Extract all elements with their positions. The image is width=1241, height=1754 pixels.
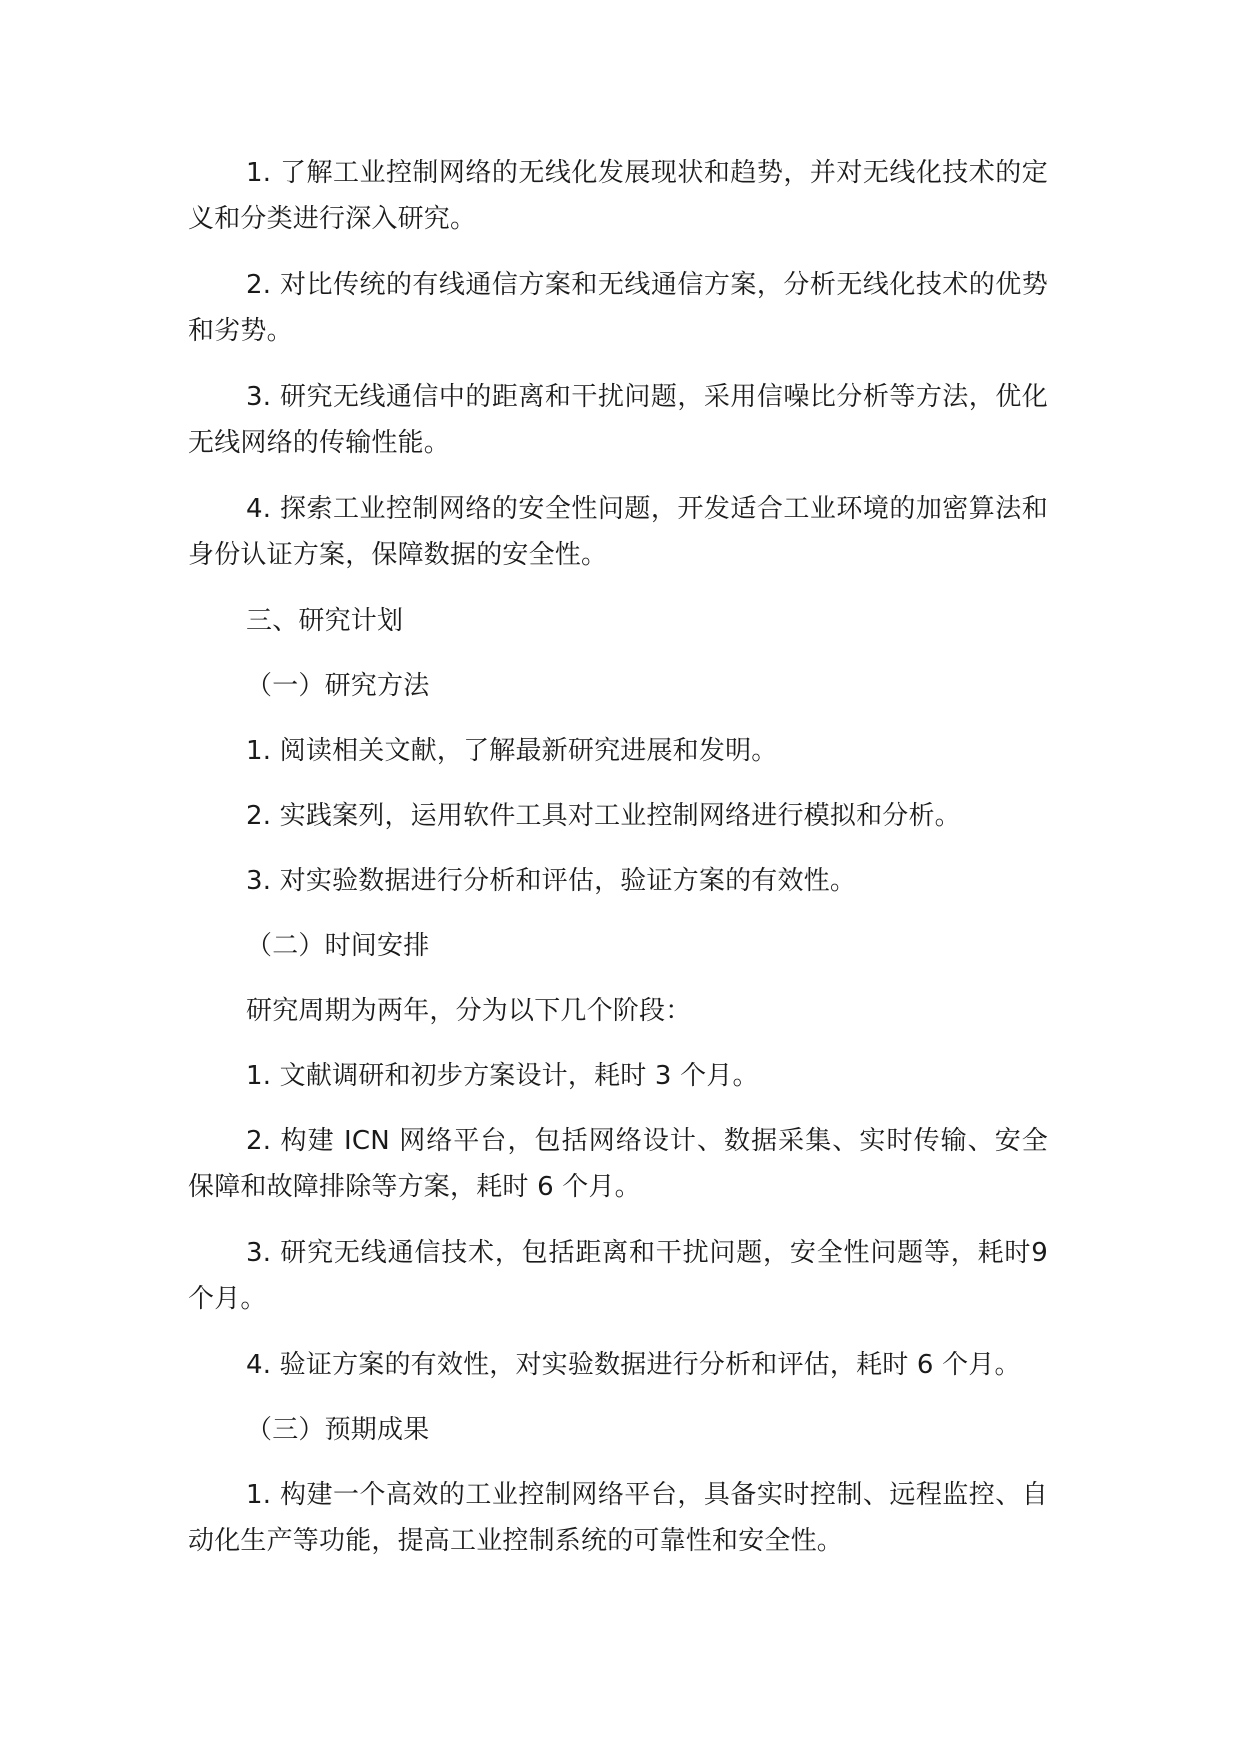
paragraph-outcome-1: 1. 构建一个高效的工业控制网络平台，具备实时控制、远程监控、自动化生产等功能，提高工业控制系统的可靠性和安全性。 [188,1480,1048,1556]
paragraph-method-3: 3. 对实验数据进行分析和评估，验证方案的有效性。 [246,866,857,896]
document-body [188,150,1048,1584]
paragraph-goal-1: 1. 了解工业控制网络的无线化发展现状和趋势，并对无线化技术的定义和分类进行深入研究。 [188,158,1048,234]
subsection-heading-methods: （一）研究方法 [246,671,430,701]
paragraph-goal-2: 2. 对比传统的有线通信方案和无线通信方案，分析无线化技术的优势和劣势。 [188,270,1048,346]
paragraph-method-1: 1. 阅读相关文献，了解最新研究进展和发明。 [246,736,778,766]
paragraph-schedule-4: 4. 验证方案的有效性，对实验数据进行分析和评估，耗时 6 个月。 [246,1350,1021,1380]
paragraph-schedule-3: 3. 研究无线通信技术，包括距离和干扰问题，安全性问题等，耗时9 个月。 [188,1238,1048,1314]
paragraph-schedule-intro: 研究周期为两年，分为以下几个阶段： [246,996,692,1026]
paragraph-schedule-1: 1. 文献调研和初步方案设计，耗时 3 个月。 [246,1061,759,1091]
paragraph-method-2: 2. 实践案列，运用软件工具对工业控制网络进行模拟和分析。 [246,801,961,831]
subsection-heading-outcomes: （三）预期成果 [246,1415,430,1445]
section-heading-research-plan: 三、研究计划 [246,606,404,636]
subsection-heading-schedule: （二）时间安排 [246,931,430,961]
paragraph-goal-3: 3. 研究无线通信中的距离和干扰问题，采用信噪比分析等方法，优化无线网络的传输性能。 [188,382,1048,458]
paragraph-goal-4: 4. 探索工业控制网络的安全性问题，开发适合工业环境的加密算法和身份认证方案，保障数据的安全性。 [188,494,1048,570]
paragraph-schedule-2: 2. 构建 ICN 网络平台，包括网络设计、数据采集、实时传输、安全保障和故障排除等方案，耗时 6 个月。 [188,1126,1048,1202]
